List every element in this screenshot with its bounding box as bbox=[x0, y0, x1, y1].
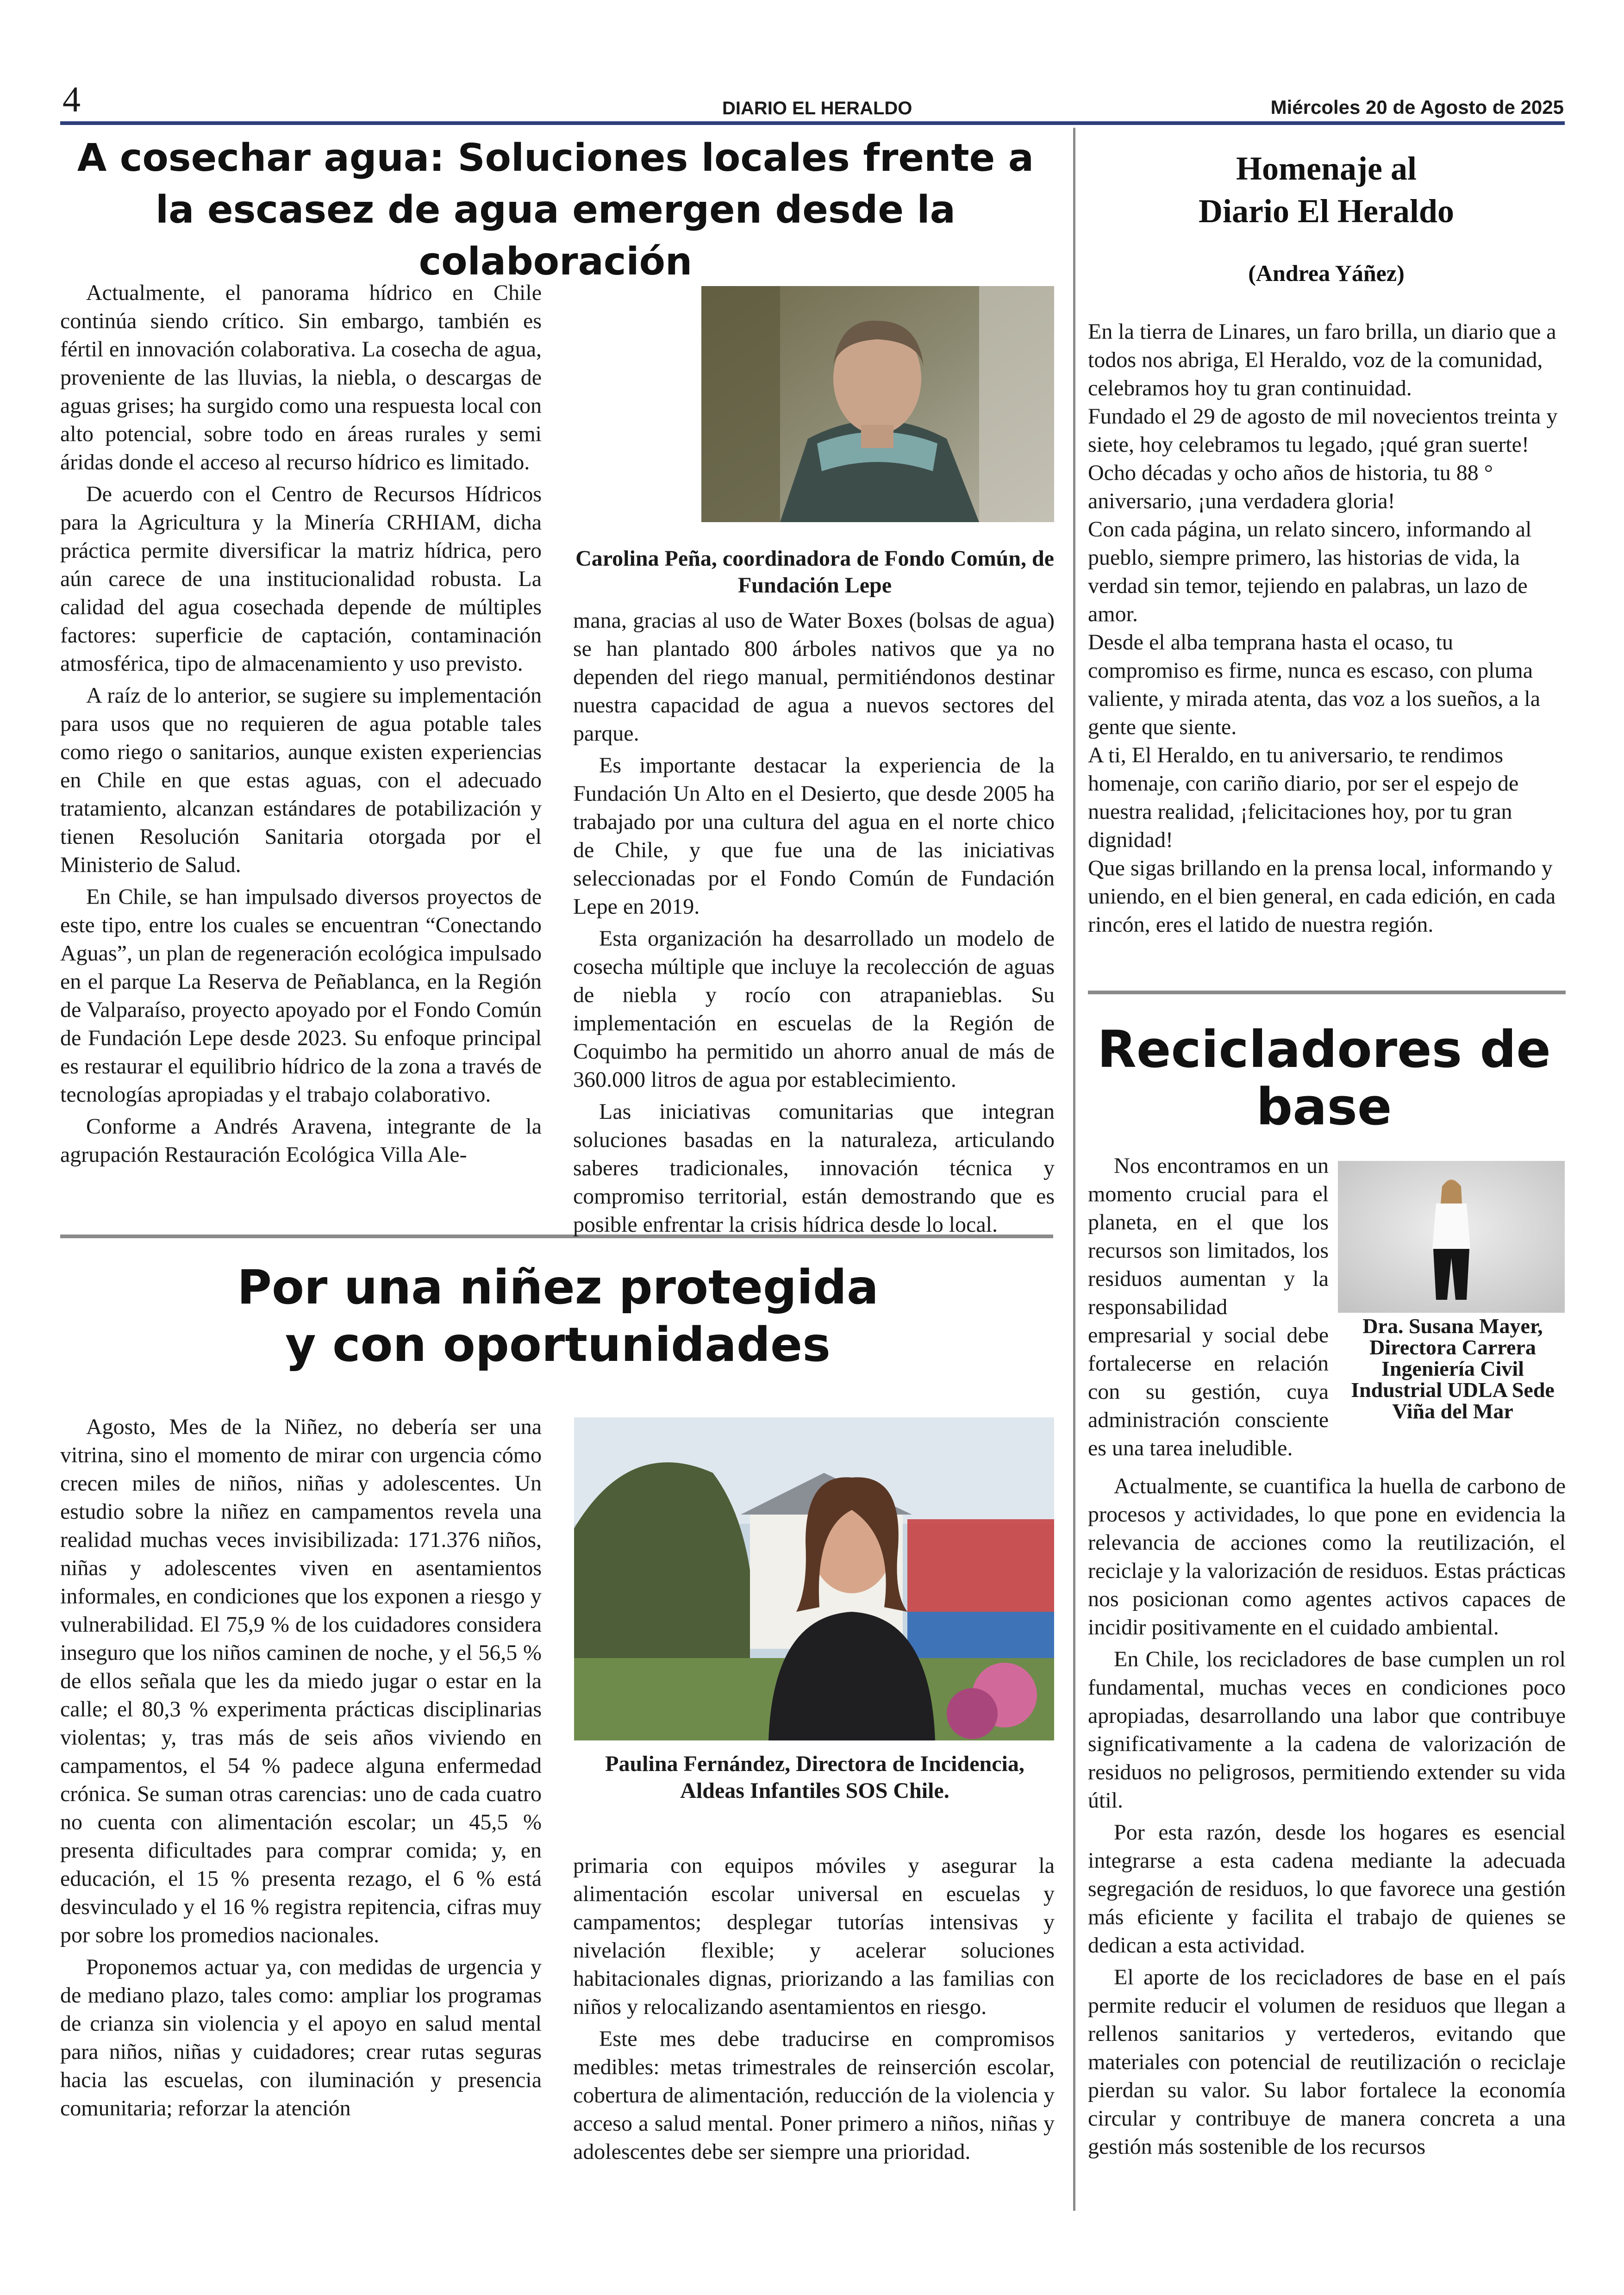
headline-agua: A cosechar agua: Soluciones locales frente a la escasez de agua emergen desde la colaboración bbox=[77, 136, 1034, 284]
paragraph: En Chile, se han impulsado diversos proyectos de este tipo, entre los cuales se encuentran “Conectando Aguas”, un plan de regeneración ecológica impulsado en el parque La Reserva de Peñablanca, en la Región de Valparaíso, proyecto apoyado por el Fondo Común de Fundación Lepe desde 2023. Su enfoque principal es restaurar el equilibrio hídrico de la zona a través de tecnologías apropiadas y el trabajo colaborativo. bbox=[60, 885, 542, 1107]
page-number: 4 bbox=[62, 79, 81, 119]
headline-recicladores-line-2: base bbox=[1256, 1077, 1392, 1136]
article-agua-column-1 bbox=[60, 279, 542, 1172]
paragraph: En Chile, los recicladores de base cumplen un rol fundamental, muchas veces en condiciones poco apropiadas, desarrollando una labor que contribuye significativamente a la cadena de valorización de residuos no peligrosos, permitiendo extender su vida útil. bbox=[1088, 1647, 1566, 1813]
paragraph: Por esta razón, desde los hogares es esencial integrarse a esta cadena mediante la adecuada segregación de residuos, lo que favorece una gestión más eficiente y facilita el trabajo de quienes se dedican a esta actividad. bbox=[1088, 1820, 1566, 1958]
article-recicladores-body bbox=[1088, 1472, 1566, 2164]
homenaje-poem bbox=[1088, 318, 1566, 939]
article-agua-column-2 bbox=[573, 606, 1055, 1242]
paragraph: Esta organización ha desarrollado un modelo de cosecha múltiple que incluye la recolección de aguas de niebla y rocío con atrapanieblas. Su implementación en escuelas de la Región de Coquimbo ha permitido un ahorro anual de más de 360.000 litros de agua por establecimiento. bbox=[573, 926, 1055, 1092]
column-divider bbox=[1073, 128, 1075, 2211]
headline-homenaje-line-2: Diario El Heraldo bbox=[1199, 193, 1454, 230]
poem-stanza: Ocho décadas y ocho años de historia, tu 88 ° aniversario, ¡una verdadera gloria! bbox=[1088, 461, 1493, 513]
headline-recicladores-line-1: Recicladores de bbox=[1097, 1020, 1551, 1079]
caption-paulina-fernandez: Paulina Fernández, Directora de Incidencia, Aldeas Infantiles SOS Chile. bbox=[605, 1752, 1024, 1803]
poem-stanza: A ti, El Heraldo, en tu aniversario, te rendimos homenaje, con cariño diario, por ser el espejo de nuestra realidad, ¡felicitaciones hoy, por tu gran dignidad! bbox=[1088, 743, 1519, 852]
paragraph: mana, gracias al uso de Water Boxes (bolsas de agua) se han plantado 800 árboles nativos que ya no dependen del riego manual, permitiéndonos destinar nuestra capacidad de agua a nuevos sectores del parque. bbox=[573, 608, 1055, 746]
poem-stanza: Fundado el 29 de agosto de mil novecientos treinta y siete, hoy celebramos tu legado, ¡qué gran suerte! bbox=[1088, 404, 1558, 457]
poem-stanza: Que sigas brillando en la prensa local, informando y uniendo, en el bien general, en cada edición, en cada rincón, eres el latido de nuestra región. bbox=[1088, 856, 1556, 937]
photo-susana-mayer bbox=[1338, 1161, 1565, 1313]
photo-carolina-pena bbox=[701, 286, 1054, 522]
headline-recicladores bbox=[1093, 1021, 1555, 1135]
homenaje-author: (Andrea Yáñez) bbox=[1248, 260, 1405, 286]
paragraph: Actualmente, el panorama hídrico en Chile continúa siendo crítico. Sin embargo, también es fértil en innovación colaborativa. La cosecha de agua, proveniente de las lluvias, la niebla, o descargas de aguas grises; ha surgido como una respuesta local con alto potencial, sobre todo en áreas rurales y semi áridas donde el acceso al recurso hídrico es limitado. bbox=[60, 281, 542, 474]
paragraph: Proponemos actuar ya, con medidas de urgencia y de mediano plazo, tales como: ampliar los programas de crianza sin violencia y el apoyo en salud mental para niños, niñas y cuidadores; crear rutas seguras hacia las escuelas, con iluminación y presencia comunitaria; reforzar la atención bbox=[60, 1955, 542, 2120]
paragraph: A raíz de lo anterior, se sugiere su implementación para usos que no requieren de agua potable tales como riego o sanitarios, aunque existen experiencias en Chile en que estas aguas, con el adecuado tratamiento, alcanzan estándares de potabilización y tienen Resolución Sanitaria otorgada por el Ministerio de Salud. bbox=[60, 683, 542, 877]
headline-ninez-line-2: y con oportunidades bbox=[285, 1317, 831, 1372]
recicladores-intro: Nos encontramos en un momento crucial para el planeta, en el que los recursos son limitados, los residuos aumentan y la responsabilidad empresarial y social debe fortalecerse en relación con su gestión, cuya administración consciente es una tarea ineludible. bbox=[1088, 1154, 1329, 1460]
photo-paulina-fernandez bbox=[574, 1417, 1054, 1740]
headline-ninez-line-1: Por una niñez protegida bbox=[237, 1260, 879, 1315]
paragraph: Conforme a Andrés Aravena, integrante de la agrupación Restauración Ecológica Villa Ale- bbox=[60, 1114, 542, 1167]
paragraph: Este mes debe traducirse en compromisos medibles: metas trimestrales de reinserción escolar, cobertura de alimentación, reducción de la violencia y acceso a salud mental. Poner primero a niños, niñas y adolescentes debe ser siempre una prioridad. bbox=[573, 2027, 1055, 2164]
paragraph: Agosto, Mes de la Niñez, no debería ser una vitrina, sino el momento de mirar con urgencia cómo crecen miles de niños, niñas y adolescentes. Un estudio sobre la niñez en campamentos revela una realidad muchas veces invisibilizada: 171.376 niños, niñas y adolescentes viven en asentamientos informales, en condiciones que los exponen a riesgo y vulnerabilidad. El 75,9 % de los cuidadores considera inseguro que los niños caminen de noche, y el 56,5 % de ellos señala que les da miedo jugar o estar en la calle; el 80,3 % experimenta prácticas disciplinarias violentas; y, tras más de seis años viviendo en campamentos, el 54 % padece alguna enfermedad crónica. Se suman otras carencias: uno de cada cuatro no cuenta con alimentación escolar; un 45,5 % presenta dificultades para comprar comida; y, en educación, el 15 % presenta rezago, el 6 % está desvinculado y el 16 % registra repitencia, cifras muy por sobre los promedios nacionales. bbox=[60, 1415, 542, 1947]
poem-stanza: Desde el alba temprana hasta el ocaso, tu compromiso es firme, nunca es escaso, con pluma valiente, y mirada atenta, das voz a los sueños, a la gente que siente. bbox=[1088, 630, 1540, 739]
caption-carolina-pena: Carolina Peña, coordinadora de Fondo Común, de Fundación Lepe bbox=[575, 546, 1054, 598]
paragraph: Es importante destacar la experiencia de la Fundación Un Alto en el Desierto, que desde 2005 ha trabajado por una cultura del agua en el norte chico de Chile, y que fue una de las iniciativas seleccionadas por el Fondo Común de Fundación Lepe en 2019. bbox=[573, 753, 1055, 919]
paragraph: El aporte de los recicladores de base en el país permite reducir el volumen de residuos que llegan a rellenos sanitarios y vertederos, evitando que materiales con potencial de reutilización o reciclaje pierdan su valor. Su labor fortalece la economía circular y contribuye de manera concreta a una gestión más sostenible de los recursos bbox=[1088, 1965, 1566, 2159]
section-divider-right bbox=[1088, 991, 1566, 994]
article-ninez-column-1 bbox=[60, 1413, 542, 2126]
headline-homenaje-line-1: Homenaje al bbox=[1236, 150, 1417, 187]
paragraph: Las iniciativas comunitarias que integran soluciones basadas en la naturaleza, articulando saberes tradicionales, innovación técnica y compromiso territorial, están demostrando que es posible enfrentar la crisis hídrica desde lo local. bbox=[573, 1099, 1055, 1237]
issue-date: Miércoles 20 de Agosto de 2025 bbox=[1270, 96, 1564, 118]
newspaper-name: DIARIO EL HERALDO bbox=[722, 98, 912, 118]
article-ninez-column-2 bbox=[573, 1852, 1055, 2170]
paragraph: De acuerdo con el Centro de Recursos Hídricos para la Agricultura y la Minería CRHIAM, dicha práctica permite diversificar la matriz hídrica, pero aún carece de una institucionalidad robusta. La calidad del agua cosechada depende de múltiples factores: superficie de captación, contaminación atmosférica, tipo de almacenamiento y uso previsto. bbox=[60, 482, 542, 676]
header-rule bbox=[60, 121, 1565, 125]
paragraph: Actualmente, se cuantifica la huella de carbono de procesos y actividades, lo que pone en evidencia la relevancia de acciones como la reutilización, el reciclaje y la valorización de residuos. Estas prácticas nos posicionan como agentes activos capaces de incidir positivamente en el cuidado ambiental. bbox=[1088, 1474, 1566, 1640]
poem-stanza: Con cada página, un relato sincero, informando al pueblo, siempre primero, las historias de vida, la verdad sin temor, tejiendo en palabras, un lazo de amor. bbox=[1088, 517, 1532, 626]
poem-stanza: En la tierra de Linares, un faro brilla, un diario que a todos nos abriga, El Heraldo, voz de la comunidad, celebramos hoy tu gran continuidad. bbox=[1088, 319, 1556, 400]
caption-susana-mayer: Dra. Susana Mayer, Directora Carrera Ingeniería Civil Industrial UDLA Sede Viña del Mar bbox=[1351, 1314, 1555, 1423]
paragraph: primaria con equipos móviles y asegurar la alimentación escolar universal en escuelas y campamentos; desplegar tutorías intensivas y nivelación flexible; y acelerar soluciones habitacionales dignas, priorizando a las familias con niños y relocalizando asentamientos en riesgo. bbox=[573, 1853, 1055, 2019]
headline-homenaje bbox=[1088, 147, 1565, 232]
headline-ninez bbox=[65, 1259, 1051, 1374]
